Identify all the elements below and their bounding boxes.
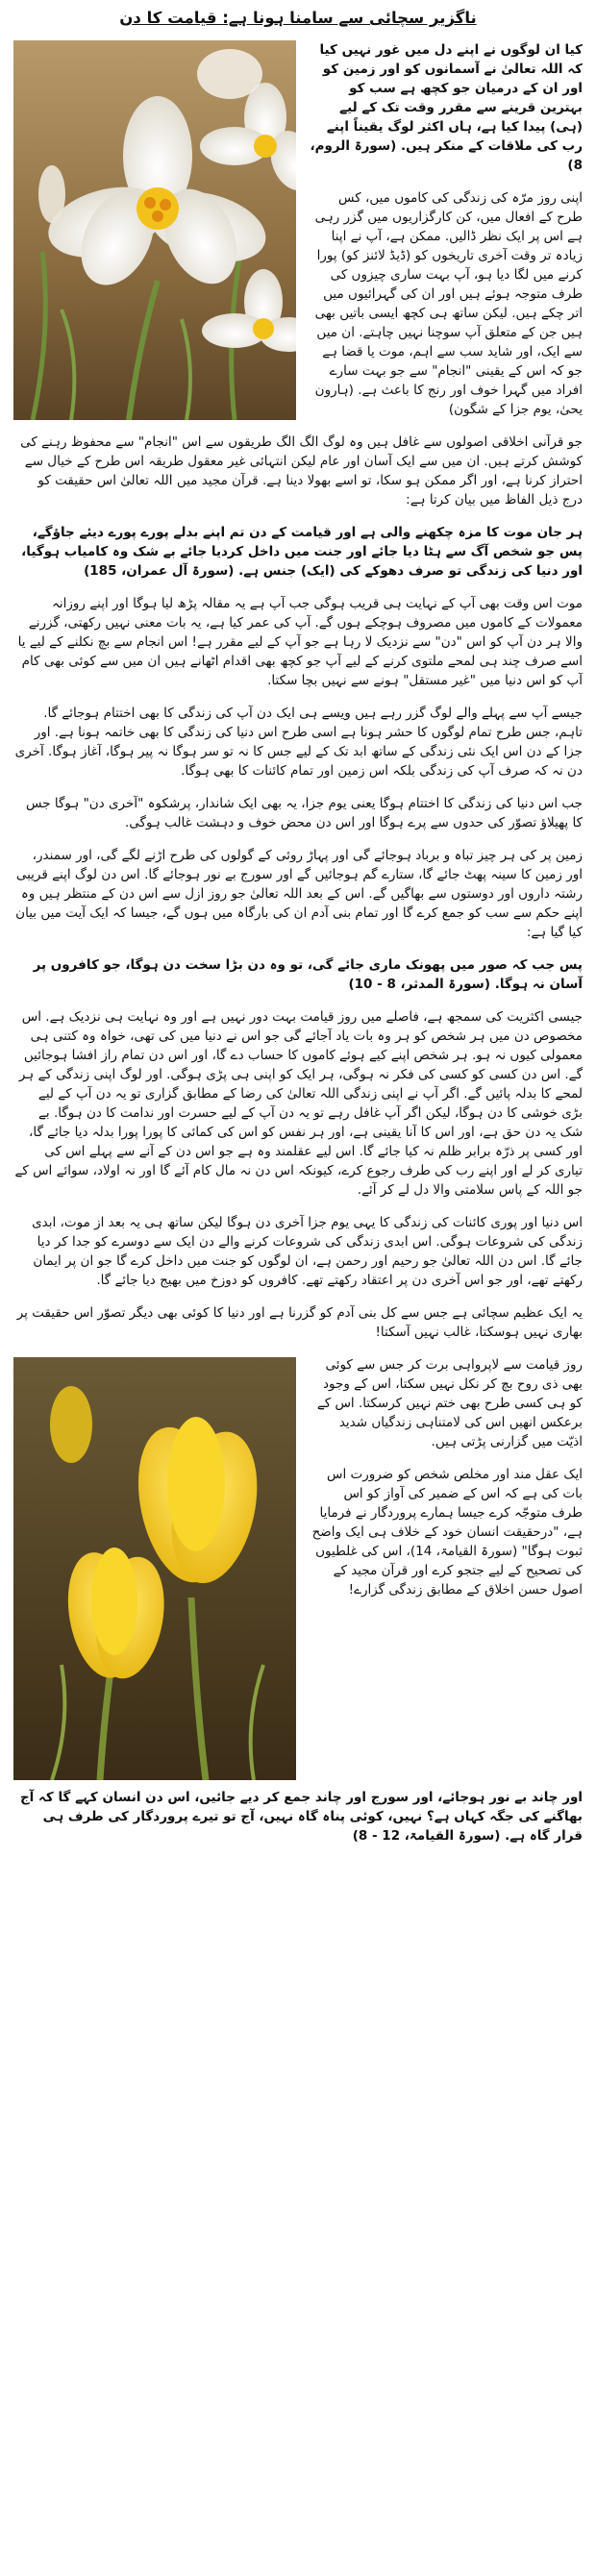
white-crocus-photo [13, 40, 296, 420]
paragraph-10: روز قیامت سے لاپرواہی برت کر جس سے کوئی بھی ذی روح بچ کر نکل نہیں سکتا، اس کے وجود کو ہی کسی طرح بھی ختم نہیں کرسکتا. اس کے برعکس انھیں اس کی لامتناہی زندگیاں شدید اذیّت میں گزارنی پڑتی ہیں. [316, 1357, 583, 1449]
paragraph-9: یہ ایک عظیم سچائی ہے جس سے کل بنی آدم کو گزرنا ہے اور دنیا کا کوئی بھی دیگر تصوّر اس حقیقت پر بھاری نہیں ہوسکتا، غالب نہیں آسکتا! [16, 1305, 583, 1340]
paragraph-11: ایک عقل مند اور مخلص شخص کو ضرورت اس بات کی ہے کہ اس کے ضمیر کی آواز کو اس طرف متوجّہ کرے جیسا ہمارے پروردگار نے فرمایا ہے، "درحقیقت انسان خود کے خلاف ہی ایک واضح ثبوت ہوگا" (سورۃ القیامۃ، 14)، اس کی غلطیوں کی تصحیح کے لیے جتجو کرے اور قرآن مجید کے اصول حسن اخلاق کے مطابق زندگی گزارے! [311, 1467, 583, 1598]
paragraph-2: جو قرآنی اخلاقی اصولوں سے غافل ہیں وہ لوگ الگ الگ طریقوں سے اس "انجام" سے محفوظ رہنے کی کوشش کرتے ہیں. ان میں سے ایک آسان اور عام لیکن انتہائی غیر معقول طریقہ اس طرح کے خیال سے احتراز کرنا ہے، اور اگر ممکن ہو سکا، تو اسے بھولا دینا ہے. قرآن مجید میں اللہ تعالیٰ اس حقیقت کو درج ذیل الفاظ میں بیان کرتا ہے: [20, 434, 583, 508]
paragraph-8: اس دنیا اور پوری کائنات کی زندگی کا یہی یوم جزا آخری دن ہوگا لیکن ساتھ ہی یہ بعد از موت، ابدی زندگی کی شروعات ہوگی. اس ابدی زندگی کی شروعات کرنے والے دن ایک سے دوسرے کو جدا کر دیا جائے گا. اس دن اللہ تعالیٰ جو رحیم اور رحمن ہے، ان لوگوں کو جنت میں داخل کرے گا جو ان پر ایمان رکھتے تھے، اور جو اس آخری دن پر اعتقاد رکھتے تھے. کافروں کو دوزخ میں بھیج دیا جائے گا. [32, 1215, 583, 1288]
paragraph-5: جب اس دنیا کی زندگی کا اختتام ہوگا یعنی یوم جزا، یہ بھی ایک شاندار، پرشکوہ "آخری دن" ہوگا جس کا پھیلاؤ تصوّر کی حدوں سے پرے ہوگا اور اس دن محض خوف و دہشت غالب ہوگی. [26, 796, 583, 830]
yellow-crocus-photo [13, 1357, 296, 1780]
white-crocus-image [13, 40, 296, 420]
verse-muddaththir: پس جب کہ صور میں پھونک ماری جائے گی، تو وہ دن بڑا سخت دن ہوگا، جو کافروں پر آسان نہ ہوگا. (سورۃ المدثر، 8 - 10) [33, 957, 583, 992]
paragraph-3: موت اس وقت بھی آپ کے نہایت ہی قریب ہوگی جب آپ ہے یہ مقالہ پڑھ لیا ہوگا اور اپنے روزانہ معمولات کے کاموں میں مصروف ہوچکے ہوں گے. آپ کی عمر کیا ہے، یہ بات معنی نہیں رکھتی، گزرنے والا ہر دن آپ کو اس "دن" سے نزدیک لا رہا ہے جو آپ کے لیے مقرر ہے! اس انجام سے بچ نکلنے کے لیے یا اسے صرف چند ہی لمحے ملتوی کرنے کے لیے آپ جو کچھ بھی اقدام اٹھانے ہیں ان میں سے کوئی بھی کام آپ کو اس دنیا میں "غیر مستقل" ہونے سے نہیں بچا سکتا. [17, 596, 583, 688]
verse-aal-imran: ہر جان موت کا مزہ چکھنے والی ہے اور قیامت کے دن تم اپنے بدلے پورے پورے دیئے جاؤگے، پس جو شخص آگ سے ہٹا دیا جائے اور جنت میں داخل کردیا جائے بے شک وہ کامیاب ہوگیا، اور دنیا کی زندگی تو صرف دھوکے کی (ایک) جنس ہے. (سورۃ آل عمران، 185) [21, 525, 583, 579]
paragraph-6: زمین پر کی ہر چیز تباہ و برباد ہوجائے گی اور پہاڑ روئی کے گولوں کی طرح اڑنے لگے گی، اور سمندر، اور زمین کا سینہ پھٹ جائے گا، ستارے گم ہوجائیں گے اور سورج بے نور ہوجائے گا. اس دن لوگ اپنے قریبی رشتہ داروں اور دوستوں سے بھاگیں گے. اس کے بعد اللہ تعالیٰ جو روز ازل سے اس دن کے منتظر ہیں وہ اپنے حکم سے سب کو جمع کرے گا اور تمام بنی آدم ان کی بارگاہ میں ہوں گے، جیسا کہ ایک آیت میں بیان کیا گیا ہے: [15, 848, 583, 940]
paragraph-7: جیسی اکثریت کی سمجھ ہے، فاصلے میں روز قیامت بہت دور نہیں ہے اور وہ نہایت ہی نزدیک ہے. اس مخصوص دن میں ہر شخص کو ہر وہ بات یاد آجائے گی جو اس نے دنیا میں کی تھی، خواہ وہ کتنی ہی معمولی کیوں نہ ہو. ہر شخص اپنے کیے ہوئے کاموں کا حساب دے گا، اور اس دن تمام راز افشا ہوجائیں گے. اس دن کسی کو کسی کی فکر نہ ہوگی، ہر ایک کو اپنی ہی پڑی ہوگی. اور لوگ اپنی زندگی کے ہر لمحے کا بدلہ پائیں گے. اگر آپ نے اپنی زندگی اللہ تعالیٰ کی رضا کے مطابق گزاری تو یہ دن آپ کے لیے بڑی خوشی کا دن ہوگا، لیکن اگر آپ غافل رہے تو یہ دن آپ کے لیے حسرت اور ندامت کا دن ہوگا. بے شک یہ دن حق ہے، اور اس کا آنا یقینی ہے، اور ہر نفس کو اس کی کمائی کا پورا پورا بدلہ دیا جائے گا، اور کسی پر ذرّہ برابر ظلم نہ کیا جائے گا. اس لیے عقلمند وہ ہے جو اس دن کے آنے سے پہلے اس کی تیاری کر لے اور اپنے رب کی طرف رجوع کرے، کیونکہ اس دن نہ مال کام آئے گا اور نہ اولاد، سوائے اس کے جو اللہ کے پاس سلامتی والا دل لے کر آئے. [14, 1009, 583, 1198]
verse-qiyamah: اور چاند بے نور ہوجائے، اور سورج اور چاند جمع کر دیے جائیں، اس دن انسان کہے گا کہ آج بھاگنے کی جگہ کہاں ہے؟ نہیں، کوئی پناہ گاہ نہیں، آج تو تیرے پروردگار کی طرف ہی قرار گاہ ہے. (سورۃ القیامۃ، 12 - 8) [19, 1790, 583, 1844]
paragraph-1: اپنی روز مرّہ کی زندگی کی کاموں میں، کس طرح کے افعال میں، کن کارگزاریوں میں گزر رہی ہے اس پر ایک نظر ڈالیں. ممکن ہے، آپ نے اپنا زیادہ تر وقت آخری تاریخوں کو (ڈیڈ لائنز کو) پورا کرنے میں لگا دیا ہو، آپ بہت ساری چیزوں کی طرف متوجہ ہوئے ہیں اور ان کی گہرائیوں میں اتر چکے ہیں. لیکن ساتھ ہی کچھ ایسی باتیں بھی ہیں جن کے متعلق آپ سوچنا نہیں چاہتے. ان میں سے ایک، اور شاید سب سے اہم، موت یا قضا ہے جو کہ اس کے یقینی "انجام" سے جو بہت سارے افراد میں گہرا خوف اور رنج کا باعث ہے. (ہارون یحیٰ، یوم جزا کے شگون) [314, 190, 583, 417]
article-title: ناگزیر سچائی سے سامنا ہونا ہے: قیامت کا دن [119, 9, 477, 27]
intro-verse: کیا ان لوگوں نے اپنے دل میں غور نہیں کیا کہ اللہ تعالیٰ نے آسمانوں کو اور زمین کو اور ان کے درمیان جو کچھ ہے سب کو بہترین قرینے سے مقرر وقت تک کے لیے (ہی) پیدا کیا ہے، ہاں اکثر لوگ یقیناً اپنے رب کی ملاقات کے منکر ہیں. (سورۃ الروم، 8) [310, 42, 583, 173]
paragraph-4: جیسے آپ سے پہلے والے لوگ گزر رہے ہیں ویسے ہی ایک دن آپ کی زندگی کا بھی اختتام ہوجائے گا. تاہم، جس طرح تمام لوگوں کا حشر ہونا ہے اسی طرح اس دنیا کی زندگی کا بھی خاتمہ ہونا ہے. اور جزا کے دن اس ایک نئی زندگی کے ساتھ ابد تک کے لیے جس کا نہ تو سر ہوگا نہ پیر ہوگا، آغاز ہوگا. آخری دن نہ کہ صرف آپ کی زندگی بلکہ اس زمین اور تمام کائنات کا بھی ہوگا. [14, 706, 583, 779]
yellow-crocus-image [13, 1357, 296, 1780]
